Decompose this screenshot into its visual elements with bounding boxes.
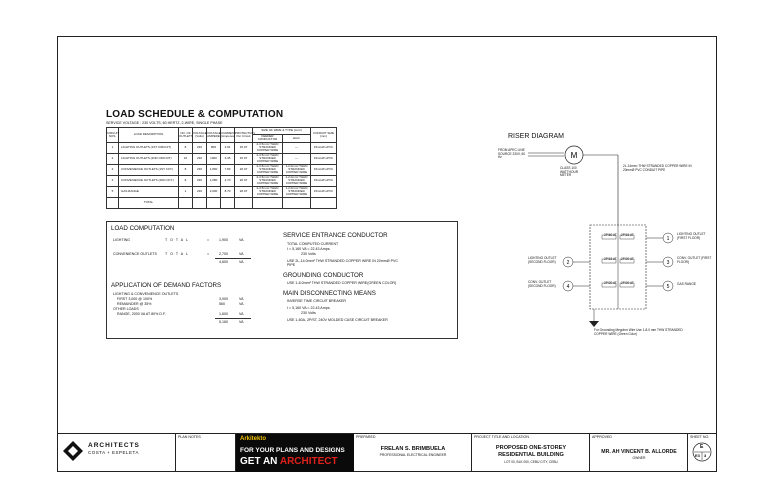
title-block xyxy=(58,433,716,472)
approved-name: MR. AH VINCENT B. ALLORDE xyxy=(601,449,677,455)
riser-title: RISER DIAGRAM xyxy=(508,133,565,140)
prepared-cell xyxy=(354,434,472,472)
cell: 230 xyxy=(193,186,207,197)
cell: 1 xyxy=(107,142,119,153)
ad-get-an: GET AN xyxy=(240,456,278,467)
table-header-row xyxy=(107,128,337,135)
unit: VA xyxy=(239,260,244,264)
cell: 1-2.0mm² THHN STRANDED COPPER WIRE xyxy=(283,186,311,197)
table-row xyxy=(107,142,337,153)
circuit-no: 3 xyxy=(666,260,670,266)
equals: = xyxy=(207,238,210,242)
load-schedule-table xyxy=(106,127,337,209)
cell: 5 xyxy=(107,186,119,197)
ad-line2 xyxy=(240,456,338,467)
cell: 4 xyxy=(107,175,119,186)
cell: 4.35 xyxy=(221,153,235,164)
cell: 2 xyxy=(107,153,119,164)
cell: 2-3.5mm² THHN STRANDED COPPER WIRE xyxy=(253,153,283,164)
cell: 15mmØ uPVC xyxy=(311,164,337,175)
demand-line: LIGHTING & CONVENIENCE OUTLETS xyxy=(113,292,179,296)
col-subheader: EGC xyxy=(283,135,311,143)
firm-logo-icon xyxy=(62,440,84,462)
circuit-label: CONV. OUTLET (SECOND FLOOR) xyxy=(528,280,556,288)
circuit-no: 5 xyxy=(666,284,670,290)
lighting-va: 1,900 xyxy=(219,238,228,242)
main-disconnect-title: MAIN DISCONNECTING MEANS xyxy=(283,290,376,297)
meter-symbol: M xyxy=(570,151,578,160)
cell: 2-3.5mm² THHN STRANDED COPPER WIRE xyxy=(253,186,283,197)
md-line: INVERSE TIME CIRCUIT BREAKER xyxy=(287,299,346,303)
total-label: TOTAL xyxy=(119,197,179,208)
md-line: 230 Volts xyxy=(301,311,316,315)
cell: — xyxy=(283,142,311,153)
col-header: PROTECTION Per Circuit xyxy=(235,128,253,143)
se-line: TOTAL COMPUTED CURRENT xyxy=(287,242,339,246)
load-computation-title: LOAD COMPUTATION xyxy=(111,225,175,232)
table-row xyxy=(107,153,337,164)
demand-value: 3,000 xyxy=(219,297,228,301)
circuit-label: GAS RANGE xyxy=(677,282,696,286)
cell: 3.91 xyxy=(221,142,235,153)
unit: VA xyxy=(239,320,244,324)
cell: 230 xyxy=(193,142,207,153)
cell: 20 AT xyxy=(235,175,253,186)
breaker-label: 2P/20 AT xyxy=(621,281,634,285)
col-subheader: FEEDER CONDUCTOR xyxy=(253,135,283,143)
cell: LIGHTING OUTLETS (1ST CIRCUIT) xyxy=(119,142,179,153)
grounding-title: GROUNDING CONDUCTOR xyxy=(283,272,364,279)
circuit-label: LIGHTING OUTLET (FIRST FLOOR) xyxy=(677,232,706,240)
cell: 230 xyxy=(193,175,207,186)
unit: VA xyxy=(239,252,244,256)
cell: 8.70 xyxy=(221,186,235,197)
col-header: CONDUIT SIZE (mm) xyxy=(311,128,337,143)
total-label: T O T A L xyxy=(165,238,189,242)
breaker-label: 2P/20 AT xyxy=(621,257,634,261)
circuit-no: 4 xyxy=(566,284,570,290)
sum-va: 4,600 xyxy=(219,260,228,264)
circuit-no: 2 xyxy=(566,260,570,266)
project-header: PROJECT TITLE AND LOCATION xyxy=(474,435,529,439)
cell: 8 xyxy=(179,142,193,153)
schedule-title: LOAD SCHEDULE & COMPUTATION xyxy=(106,109,284,120)
breaker-label: 2P/15 AT xyxy=(604,257,617,261)
sheet-number: E3 xyxy=(695,453,700,458)
cell: 230 xyxy=(193,164,207,175)
unit: VA xyxy=(239,302,244,306)
service-entrance-title: SERVICE ENTRANCE CONDUCTOR xyxy=(283,232,388,239)
cell: 10 xyxy=(179,153,193,164)
cell: — xyxy=(283,153,311,164)
prepared-name: FRELAN S. BRIMBUELA xyxy=(380,446,446,452)
approved-role: OWNER xyxy=(632,456,646,460)
breaker-label: 2P/20 AT xyxy=(604,281,617,285)
breaker-label: 2P/60 AT xyxy=(604,233,617,237)
equals: = xyxy=(207,252,210,256)
project-line2: RESIDENTIAL BUILDING xyxy=(498,452,564,458)
cell: 1-2.0mm² THHN STRANDED COPPER WIRE xyxy=(283,175,311,186)
circuit-label: LIGHTING OUTLET (SECOND FLOOR) xyxy=(528,256,557,264)
cell: 2-3.5mm² THHN STRANDED COPPER WIRE xyxy=(253,164,283,175)
prepared-role: PROFESSIONAL ELECTRICAL ENGINEER xyxy=(379,453,447,457)
col-header: SIZE OF WIRE & TYPE (mm²) xyxy=(253,128,311,135)
col-header: CIRCUIT NOS. xyxy=(107,128,119,143)
demand-line: OTHER LOADS xyxy=(113,307,139,311)
cell: 800 xyxy=(207,142,221,153)
cell: 15mmØ uPVC xyxy=(311,186,337,197)
cell: 8 xyxy=(179,164,193,175)
project-cell xyxy=(472,434,590,472)
sheet-cell xyxy=(688,434,716,472)
firm-sub: COSTA + ESPELETA xyxy=(88,450,139,455)
table-total-row xyxy=(107,197,337,208)
cell: CONVENIENCE OUTLETS (2ND CKT.) xyxy=(119,175,179,186)
demand-factors-title: APPLICATION OF DEMAND FACTORS xyxy=(111,282,222,289)
project-line1: PROPOSED ONE-STOREY xyxy=(495,445,567,451)
prepared-header: PREPARED xyxy=(356,435,376,439)
demand-line: REMAINDER @ 35% xyxy=(117,302,152,306)
col-header: LOAD DESCRIPTION xyxy=(119,128,179,143)
conv-label: CONVENIENCE OUTLETS xyxy=(113,252,157,256)
cell: 15 AT xyxy=(235,153,253,164)
meter-label: CLASS 100 WATTHOUR METER xyxy=(560,166,579,178)
table-row xyxy=(107,164,337,175)
cell: 1-2.0mm² THHN STRANDED COPPER WIRE xyxy=(283,164,311,175)
total-label: T O T A L xyxy=(165,252,189,256)
cell: 1,080 xyxy=(207,175,221,186)
firm-cell xyxy=(58,434,176,472)
sheet-total: 3 xyxy=(704,453,707,458)
unit: VA xyxy=(239,312,244,316)
sheet-top: E xyxy=(700,444,704,450)
ad-brand: Arkitekto xyxy=(240,436,267,442)
cell: 2-3.5mm² THHN STRANDED COPPER WIRE xyxy=(253,175,283,186)
unit: VA xyxy=(239,238,244,242)
breaker-label: 2P/15 AT xyxy=(621,233,634,237)
firm-name: ARCHITECTS xyxy=(88,442,140,449)
col-header: VOLTAGE AMPERE xyxy=(207,128,221,143)
cell: LIGHTING OUTLETS (2ND CIRCUIT) xyxy=(119,153,179,164)
approved-header: APPROVED xyxy=(592,435,612,439)
sum-rule xyxy=(215,318,251,319)
cell: 2,000 xyxy=(207,186,221,197)
demand-total: 5,160 xyxy=(219,320,228,324)
cell: 1000 xyxy=(207,153,221,164)
cell: 4.70 xyxy=(221,175,235,186)
sheet-header: SHEET NO. xyxy=(690,435,710,439)
col-header: VOLTAGE (Volts) xyxy=(193,128,207,143)
ground-note: For Grounding Megohm Wire Use 1-8.0 mm THW STRANDED COPPER WIRE (Green Color) xyxy=(594,328,683,336)
se-line: I = 5,160 VA = 22.43 Amps. xyxy=(287,247,331,251)
source-label: FROM APEC LINE SOURCE 230V, 60 Hz xyxy=(498,148,525,160)
cell: 15 AT xyxy=(235,142,253,153)
grounding-line: USE 1-8.0mm² THW STRANDED COPPER WIRE(GREEN COLOR) xyxy=(287,281,397,285)
cell: 2-3.5mm² THHN STRANDED COPPER WIRE xyxy=(253,142,283,153)
notes-cell xyxy=(176,434,236,472)
se-line: 230 Volts xyxy=(301,252,316,256)
cell: 3 xyxy=(107,164,119,175)
md-line: I = 5,160 VA = 22.43 Amps. xyxy=(287,306,331,310)
se-line: USE 2L-14.0mm² THW STRANDED COPPER WIRE IN 20mmØ PVC PIPE xyxy=(287,259,398,267)
circuit-label: CONV. OUTLET (FIRST FLOOR) xyxy=(677,256,712,264)
conv-va: 2,700 xyxy=(219,252,228,256)
cell: 1 xyxy=(179,186,193,197)
cell: 15mmØ uPVC xyxy=(311,153,337,164)
demand-value: 560 xyxy=(219,302,225,306)
lighting-label: LIGHTING xyxy=(113,238,130,242)
cell: GAS RANGE xyxy=(119,186,179,197)
demand-line: FIRST 3,000 @ 100% xyxy=(117,297,153,301)
cell: 8 xyxy=(179,175,193,186)
ground-icon xyxy=(589,321,599,327)
table-row xyxy=(107,186,337,197)
circuit-no: 1 xyxy=(666,236,670,242)
ad-line1: FOR YOUR PLANS AND DESIGNS xyxy=(240,447,345,454)
cell: 15mmØ uPVC xyxy=(311,142,337,153)
cell: 1,800 xyxy=(207,164,221,175)
ad-architect: ARCHITECT xyxy=(279,456,338,467)
demand-line: RANGE, 2000 VA AT 80% D.F. xyxy=(117,312,166,316)
cell: 7.83 xyxy=(221,164,235,175)
cell: 230 xyxy=(193,153,207,164)
cell: 20 AT xyxy=(235,186,253,197)
unit: VA xyxy=(239,297,244,301)
feeder-label: 2L-14mm² THW STRANDED COPPER WIRE IN 20mmØ PVC CONDUIT PIPE xyxy=(623,164,692,172)
riser-diagram xyxy=(498,141,708,351)
sum-rule xyxy=(215,258,251,259)
project-location: LOT 00, BLK 000, CEBU CITY, CEBU xyxy=(504,460,558,464)
service-voltage-note: SERVICE VOLTAGE : 230 VOLTS, 60 HERTZ, 2-WIRE, SINGLE PHASE xyxy=(106,121,223,125)
md-line: USE 1-60A, 2P/ST, 240V MOLDED CASE CIRCUIT BREAKER xyxy=(287,318,388,322)
architect-ad xyxy=(236,434,354,472)
col-header: NO. OF OUTLETS xyxy=(179,128,193,143)
computation-box xyxy=(106,221,458,339)
notes-header: PLAN NOTES xyxy=(178,435,201,439)
cell: 15mmØ uPVC xyxy=(311,175,337,186)
drawing-sheet xyxy=(57,36,717,472)
cell: CONVENIENCE OUTLETS (1ST CKT.) xyxy=(119,164,179,175)
cell: 20 AT xyxy=(235,164,253,175)
col-header: CURRENT (Amperes) xyxy=(221,128,235,143)
approved-cell xyxy=(590,434,688,472)
demand-value: 1,600 xyxy=(219,312,228,316)
table-row xyxy=(107,175,337,186)
